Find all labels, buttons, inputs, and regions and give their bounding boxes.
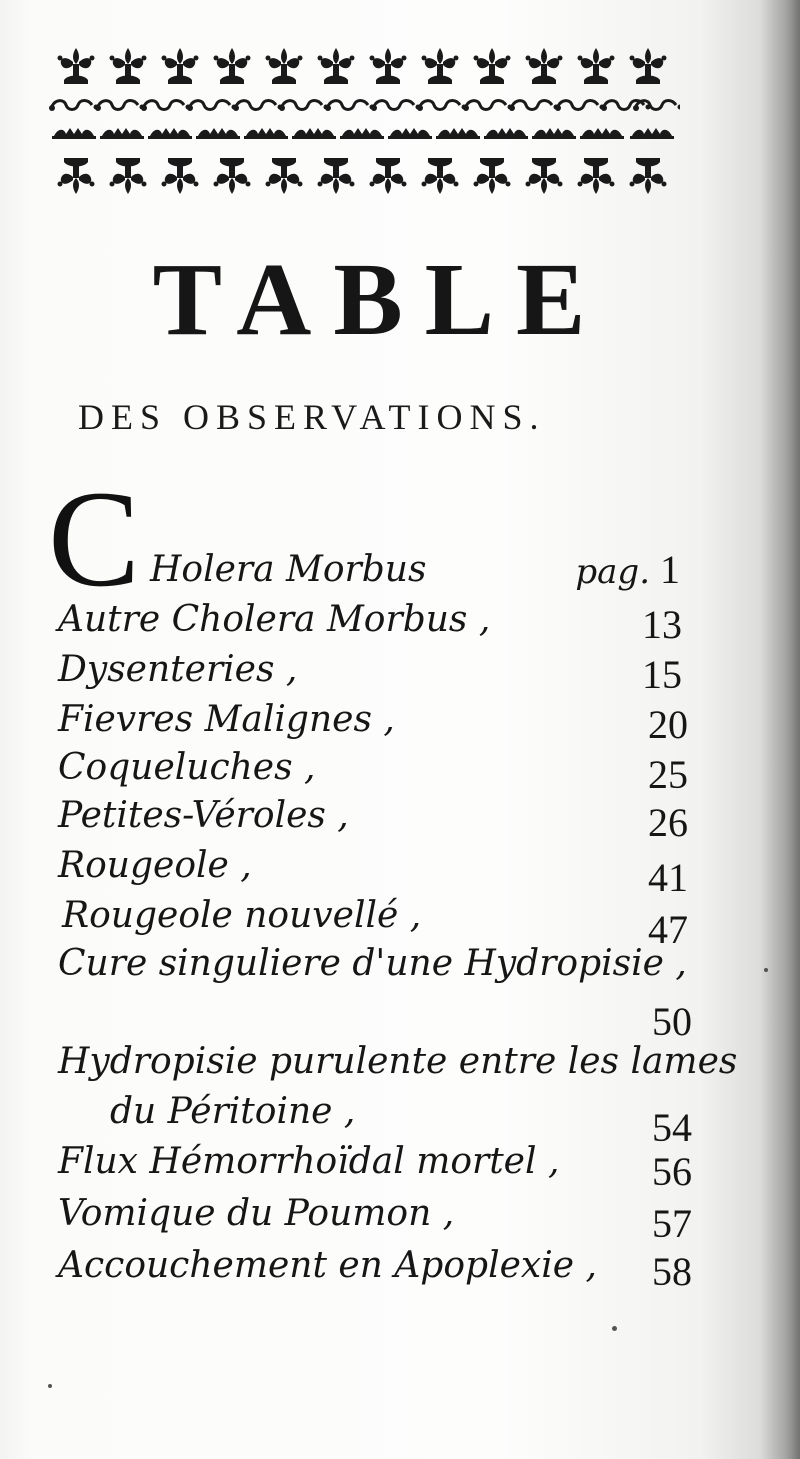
toc-entry-page: 15	[642, 652, 682, 697]
toc-entry-title-continued: du Péritoine ,	[110, 1091, 356, 1132]
toc-entry-title: Vomique du Poumon ,	[58, 1193, 455, 1234]
toc-entry-page: 56	[652, 1149, 692, 1194]
toc-entry-title: Rougeole ,	[58, 845, 252, 886]
toc-entry-title: Autre Cholera Morbus ,	[58, 599, 491, 640]
toc-entry-page: 13	[642, 602, 682, 647]
toc-entry-title: Fievres Malignes ,	[58, 699, 395, 740]
decorative-ornament-band	[48, 38, 680, 203]
toc-entry-title: Cure singuliere d'une Hydropisie ,	[58, 943, 687, 984]
toc-entry-page: 50	[652, 999, 692, 1044]
toc-entry-title: Accouchement en Apoplexie ,	[58, 1245, 597, 1286]
toc-entry-title: Hydropisie purulente entre les lames	[58, 1041, 738, 1082]
drop-cap-letter: C	[48, 462, 141, 615]
toc-entry-title: Flux Hémorrhoïdal mortel ,	[58, 1141, 560, 1182]
paper-speck	[612, 1326, 617, 1331]
toc-entry-title: Dysenteries ,	[58, 649, 298, 690]
toc-entry-page: 54	[652, 1105, 692, 1150]
toc-entry-title: Petites-Véroles ,	[58, 795, 349, 836]
toc-entry-page: 25	[648, 752, 688, 797]
toc-entry-title: Coqueluches ,	[58, 747, 316, 788]
page-edge-shadow	[760, 0, 800, 1459]
toc-entry-page	[575, 547, 680, 592]
page-number: 1	[660, 547, 680, 592]
page-abbreviation: pag.	[575, 552, 650, 592]
toc-entry-title: Rougeole nouvellé ,	[62, 895, 422, 936]
toc-entry-page: 26	[648, 800, 688, 845]
page-title: TABLE	[152, 242, 608, 357]
toc-entry-page: 57	[652, 1201, 692, 1246]
toc-entry-page: 58	[652, 1249, 692, 1294]
page-subtitle: DES OBSERVATIONS.	[78, 397, 546, 437]
toc-entry-page: 47	[648, 907, 688, 952]
toc-entry-page: 41	[648, 855, 688, 900]
toc-entry-title: Holera Morbus	[150, 549, 427, 590]
toc-entry-page: 20	[648, 702, 688, 747]
paper-speck	[48, 1384, 52, 1388]
